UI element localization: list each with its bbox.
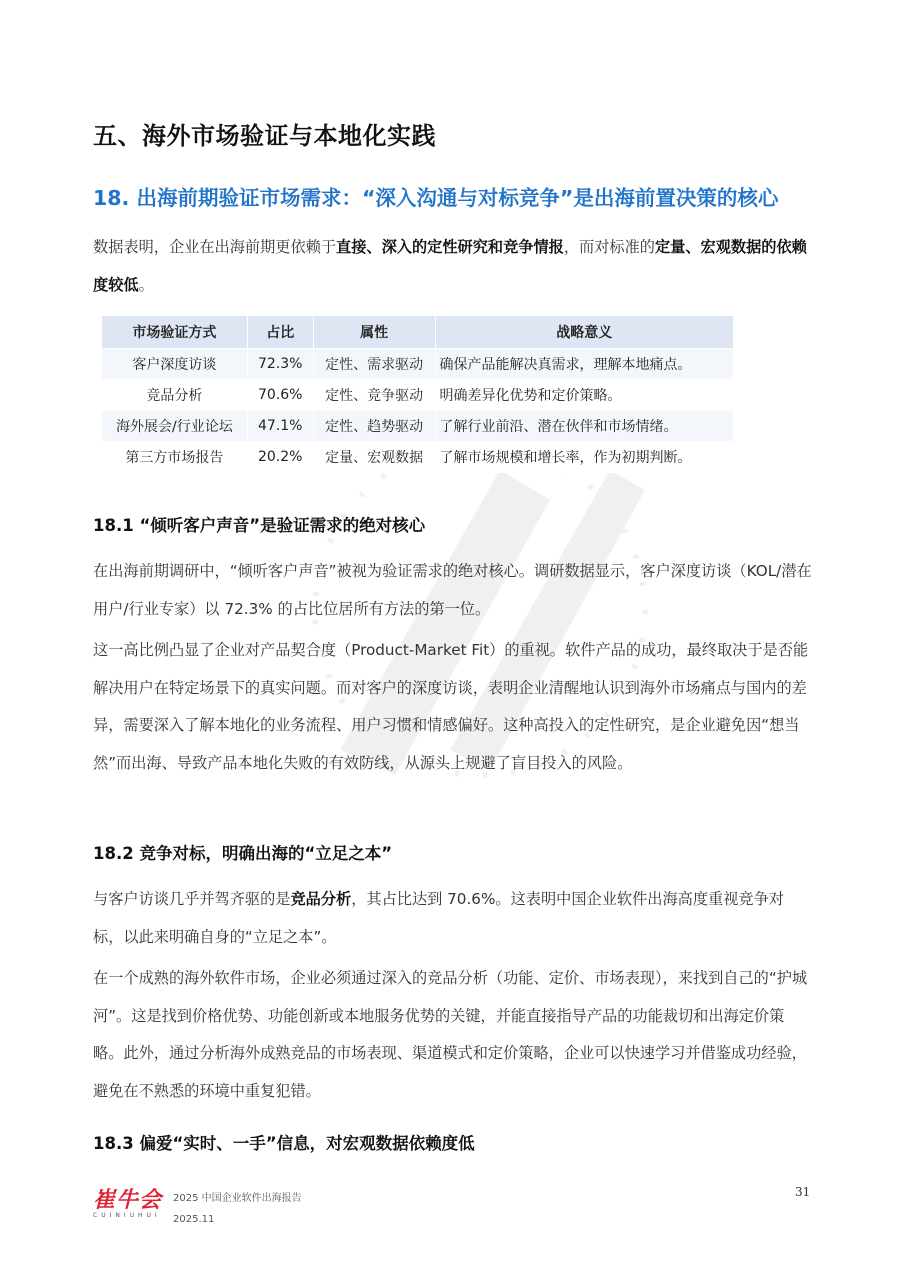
intro-text-1: 数据表明，企业在出海前期更依赖于 xyxy=(93,238,336,256)
table-cell-attr: 定性、需求驱动 xyxy=(313,349,435,380)
section-18-2-paragraph-1 xyxy=(93,881,813,956)
section-18-1-paragraph-2: 这一高比例凸显了企业对产品契合度（Product-Market Fit）的重视。软件产品的成功，最终取决于是否能解决用户在特定场景下的真实问题。而对客户的深度访谈，表明企业清醒地认识到海外市场痛点与国内的差异，需要深入了解本地化的业务流程、用户习惯和情感偏好。这种高投入的定性研究，是企业避免因“想当然”而出海、导致产品本地化失败的有效防线，从源头上规避了盲目投入的风险。 xyxy=(93,641,809,772)
section-18-1-paragraph-1: 在出海前期调研中，“倾听客户声音”被视为验证需求的绝对核心。调研数据显示，客户深度访谈（KOL/潜在用户/行业专家）以 72.3% 的占比位居所有方法的第一位。 xyxy=(93,562,812,618)
s182-bold-1: 竞品分析 xyxy=(290,890,352,908)
table-header: 占比 xyxy=(247,316,313,349)
table-cell-share: 47.1% xyxy=(247,411,313,442)
intro-text-3: 。 xyxy=(138,275,154,294)
subsection-title: 18. 出海前期验证市场需求：“深入沟通与对标竞争”是出海前置决策的核心 xyxy=(93,186,779,210)
table-header: 市场验证方式 xyxy=(102,316,248,349)
table-cell-attr: 定量、宏观数据 xyxy=(313,442,435,473)
table-row xyxy=(102,349,734,380)
footer-info xyxy=(173,1188,302,1230)
table-row xyxy=(102,442,734,473)
table-cell-method: 客户深度访谈 xyxy=(102,349,248,380)
page-number: 31 xyxy=(795,1185,811,1199)
intro-bold-2: 定量、宏观数据的依赖度较低 xyxy=(93,238,807,294)
table-row xyxy=(102,380,734,411)
table-cell-method: 第三方市场报告 xyxy=(102,442,248,473)
brand-logo xyxy=(93,1183,162,1219)
report-date: 2025.11 xyxy=(173,1214,215,1225)
intro-paragraph xyxy=(93,229,813,304)
table-cell-meaning: 确保产品能解决真需求，理解本地痛点。 xyxy=(435,349,733,380)
s182-text-2: ，其占比达到 70.6%。这表明中国企业软件出海高度重视竞争对标，以此来明确自身的“立足之本”。 xyxy=(93,890,784,946)
section-18-1-title: 18.1 “倾听客户声音”是验证需求的绝对核心 xyxy=(93,516,426,535)
table-cell-method: 海外展会/行业论坛 xyxy=(102,411,248,442)
section-18-3-title: 18.3 偏爱“实时、一手”信息，对宏观数据依赖度低 xyxy=(93,1134,475,1153)
table-cell-share: 70.6% xyxy=(247,380,313,411)
table-header: 战略意义 xyxy=(435,316,733,349)
table-cell-meaning: 了解市场规模和增长率，作为初期判断。 xyxy=(435,442,733,473)
report-name: 2025 中国企业软件出海报告 xyxy=(173,1193,302,1204)
table-cell-attr: 定性、竞争驱动 xyxy=(313,380,435,411)
table-cell-attr: 定性、趋势驱动 xyxy=(313,411,435,442)
table-row xyxy=(102,411,734,442)
section-title: 五、海外市场验证与本地化实践 xyxy=(93,122,436,150)
table-cell-meaning: 明确差异化优势和定价策略。 xyxy=(435,380,733,411)
s182-text-1: 与客户访谈几乎并驾齐驱的是 xyxy=(93,890,291,908)
brand-logo-subtext: CUINIUHUI xyxy=(93,1212,161,1219)
brand-logo-text: 崔牛会 xyxy=(93,1188,163,1213)
section-18-2-title: 18.2 竞争对标，明确出海的“立足之本” xyxy=(93,844,393,863)
table-cell-meaning: 了解行业前沿、潜在伙伴和市场情绪。 xyxy=(435,411,733,442)
section-18-2-paragraph-2: 在一个成熟的海外软件市场，企业必须通过深入的竞品分析（功能、定价、市场表现），来找到自己的“护城河”。这是找到价格优势、功能创新或本地服务优势的关键，并能直接指导产品的功能裁切和出海定价策略。此外，通过分析海外成熟竞品的市场表现、渠道模式和定价策略，企业可以快速学习并借鉴成功经验，避免在不熟悉的环境中重复犯错。 xyxy=(93,969,808,1100)
validation-methods-table xyxy=(101,315,734,473)
table-cell-share: 20.2% xyxy=(247,442,313,473)
table-header: 属性 xyxy=(313,316,435,349)
intro-bold-1: 直接、深入的定性研究和竞争情报 xyxy=(336,238,564,256)
table-cell-share: 72.3% xyxy=(247,349,313,380)
intro-text-2: ，而对标准的 xyxy=(563,238,655,256)
table-header-row xyxy=(102,316,734,349)
table-cell-method: 竞品分析 xyxy=(102,380,248,411)
